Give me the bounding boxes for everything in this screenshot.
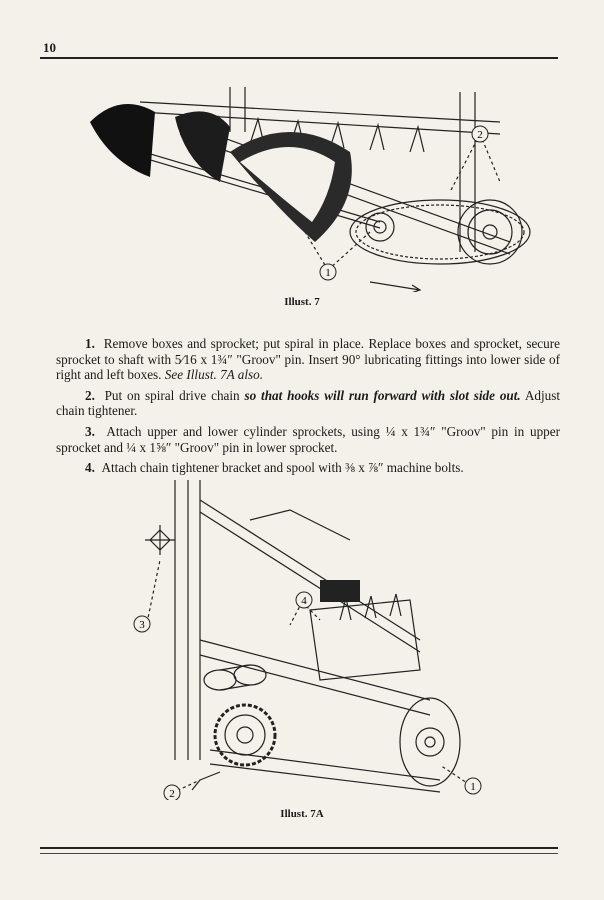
callout-2-7a: 2 [169,788,175,800]
callout-3: 3 [139,619,145,631]
step-3: 3. Attach upper and lower cylinder sprockets, using ¼ x 1¾″ "Groov" pin in upper sprocket and ¼ x 1⅝″ "Groov" pin in lower sprocket. [56,423,561,455]
footer-rule [40,847,558,849]
step-2: 2. Put on spiral drive chain so that hooks will run forward with slot side out. Adjust chain tightener. [56,387,561,419]
header-rule [40,57,558,59]
illustration-7-caption: Illust. 7 [284,296,320,308]
page-number: 10 [43,40,56,55]
footer-rule-thin [40,853,558,854]
illustration-7a [120,480,500,800]
callout-1-7a: 1 [470,781,476,793]
callout-1: 1 [325,267,331,279]
instructions [56,336,560,481]
callout-2: 2 [477,129,483,141]
callout-4: 4 [301,595,307,607]
step-4: 4. Attach chain tightener bracket and spool with ⅜ x ⅞″ machine bolts. [85,460,464,476]
illustration-7 [80,82,540,292]
step-1: 1. Remove boxes and sprocket; put spiral in place. Replace boxes and sprocket, secure sprocket to shaft with 5⁄16 x 1¾″ "Groov" pin. Insert 90° lubricating fittings into lower side of right and left boxes. See Illust. 7A also. [56,336,560,383]
illustration-7a-caption: Illust. 7A [280,808,324,820]
